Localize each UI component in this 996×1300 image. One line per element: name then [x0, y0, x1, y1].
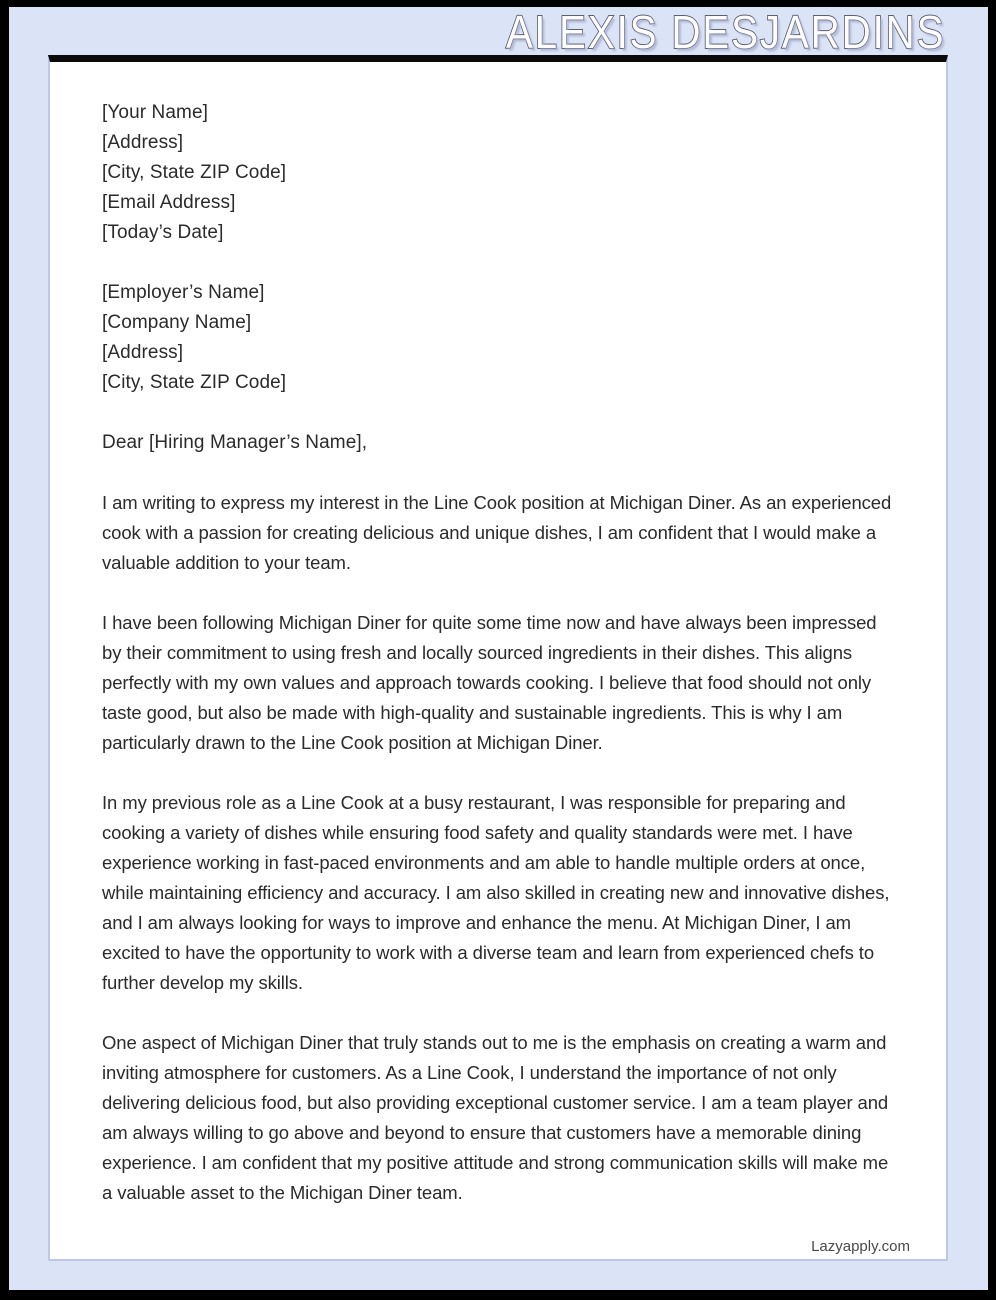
company-city-placeholder: [City, State ZIP Code]	[102, 372, 287, 393]
brand-title: ALEXIS DESJARDINS	[505, 7, 945, 58]
paragraph-customer-service: One aspect of Michigan Diner that truly stands out to me is the emphasis on creating a warm and inviting atmosphere for customers. As a Line Cook, I understand the importance of not only delivering delicious food, but also providing exceptional customer service. I am a team player and am always willing to go above and beyond to ensure that customers have a memorable dining experience. I am confident that my positive attitude and strong communication skills will make me a valuable asset to the Michigan Diner team.	[102, 1032, 889, 1203]
sender-name-placeholder: [Your Name]	[102, 102, 209, 123]
letter-sheet	[48, 55, 948, 1261]
paragraph-intro: I am writing to express my interest in the Line Cook position at Michigan Diner. As an experienced cook with a passion for creating delicious and unique dishes, I am confident that I would make a valuable addition to your team.	[102, 492, 892, 573]
sender-city-placeholder: [City, State ZIP Code]	[102, 162, 287, 183]
brand-header	[446, 9, 945, 57]
watermark-label: Lazyapply.com	[811, 1238, 910, 1255]
paragraph-company-interest: I have been following Michigan Diner for quite some time now and have always been impressed by their commitment to using fresh and locally sourced ingredients in their dishes. This aligns perfectly with my own values and approach towards cooking. I believe that food should not only taste good, but also be made with high-quality and sustainable ingredients. This is why I am particularly drawn to the Line Cook position at Michigan Diner.	[102, 612, 877, 753]
sender-block	[102, 98, 892, 248]
page-background	[9, 7, 988, 1290]
company-address-placeholder: [Address]	[102, 342, 184, 363]
sender-email-placeholder: [Email Address]	[102, 192, 236, 213]
salutation: Dear [Hiring Manager’s Name],	[102, 432, 368, 453]
employer-name-placeholder: [Employer’s Name]	[102, 282, 265, 303]
paragraph-experience: In my previous role as a Line Cook at a busy restaurant, I was responsible for preparing and cooking a variety of dishes while ensuring food safety and quality standards were met. I have experience working in fast-paced environments and am able to handle multiple orders at once, while maintaining efficiency and accuracy. I am also skilled in creating new and innovative dishes, and I am always looking for ways to improve and enhance the menu. At Michigan Diner, I am excited to have the opportunity to work with a diverse team and learn from experienced chefs to further develop my skills.	[102, 792, 890, 993]
sender-address-placeholder: [Address]	[102, 132, 184, 153]
recipient-block	[102, 278, 892, 398]
company-name-placeholder: [Company Name]	[102, 312, 252, 333]
date-placeholder: [Today’s Date]	[102, 222, 224, 243]
